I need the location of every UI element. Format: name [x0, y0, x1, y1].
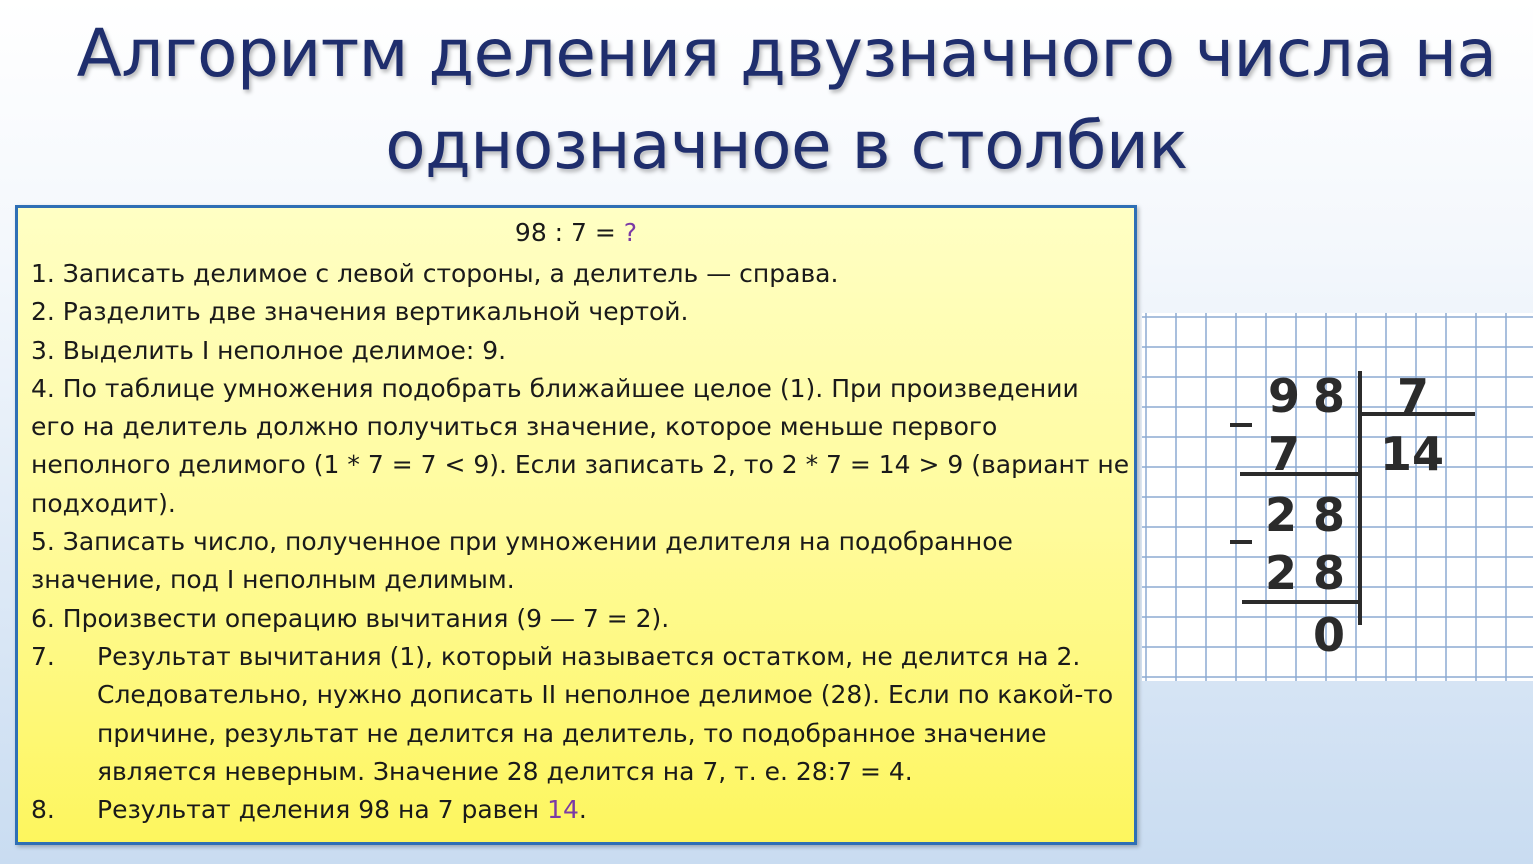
step-5-line-2: значение, под I неполным делимым. — [31, 565, 515, 595]
long-division-grid — [1142, 313, 1533, 681]
quotient: 14 — [1380, 427, 1445, 481]
partial-digit-1: 2 — [1265, 488, 1298, 542]
algorithm-card — [15, 205, 1137, 845]
long-division-diagram — [1142, 313, 1533, 681]
step-3 — [31, 332, 1131, 370]
divisor: 7 — [1397, 369, 1430, 423]
step-4-line-2: его на делитель должно получиться значение, которое меньше первого — [31, 412, 998, 442]
step-text: Разделить две значения вертикальной чертой. — [54, 297, 689, 327]
step-number: 1. — [31, 259, 55, 288]
subtrahend-2-digit-2: 8 — [1313, 546, 1346, 600]
partial-digit-2: 8 — [1313, 488, 1346, 542]
equation-unknown: ? — [623, 218, 638, 247]
equation-text: 98 : 7 = — [514, 218, 624, 247]
step-number: 2. — [31, 297, 55, 327]
step-text: По таблице умножения подобрать ближайшее целое (1). При произведении — [54, 373, 1079, 403]
steps-list — [31, 255, 1131, 829]
dividend-digit-1: 9 — [1268, 369, 1301, 423]
step-1 — [31, 255, 1131, 293]
step-text: Выделить I неполное делимое: 9. — [54, 335, 507, 365]
step-text: Записать делимое с левой стороны, а делитель — справа. — [54, 259, 839, 288]
step-number: 8. — [31, 795, 55, 825]
subtrahend-1: 7 — [1268, 427, 1301, 481]
subtrahend-2-digit-1: 2 — [1265, 546, 1298, 600]
step-text: Записать число, полученное при умножении делителя на подобранное — [54, 527, 1013, 557]
step-text: Результат вычитания (1), который называется остатком, не делится на 2. Следовательно, нужно дописать II неполное делимое (28). Если по какой-то причине, результат не делится на делитель, то подобранное значение является неверным. Значение 28 делится на 7, т. е. 28:7 = 4. — [97, 641, 1114, 786]
step-number: 5. — [31, 527, 55, 557]
step-7 — [31, 638, 1131, 791]
step-4-line-3: неполного делимого (1 * 7 = 7 < 9). Если записать 2, то 2 * 7 = 14 > 9 (вариант не — [31, 450, 1130, 480]
result-value: 14 — [547, 795, 579, 825]
remainder: 0 — [1313, 608, 1346, 662]
step-4 — [31, 370, 1131, 408]
dividend-digit-2: 8 — [1313, 369, 1346, 423]
step-text: Произвести операцию вычитания (9 — 7 = 2). — [54, 603, 670, 633]
step-number: 6. — [31, 603, 55, 633]
step-8 — [31, 791, 1131, 829]
step-6 — [31, 600, 1131, 638]
slide-title: Алгоритм деления двузначного числа на однозначное в столбик — [76, 15, 1497, 184]
step-5 — [31, 523, 1131, 561]
step-4-line-4: подходит). — [31, 488, 176, 518]
step-text-end: . — [578, 795, 587, 825]
step-2 — [31, 293, 1131, 331]
step-number: 3. — [31, 335, 55, 365]
step-text-main: Результат деления 98 на 7 равен — [97, 795, 548, 825]
equation — [18, 218, 1134, 247]
step-number: 4. — [31, 373, 55, 403]
step-number: 7. — [31, 641, 55, 671]
step-text — [97, 791, 1131, 829]
